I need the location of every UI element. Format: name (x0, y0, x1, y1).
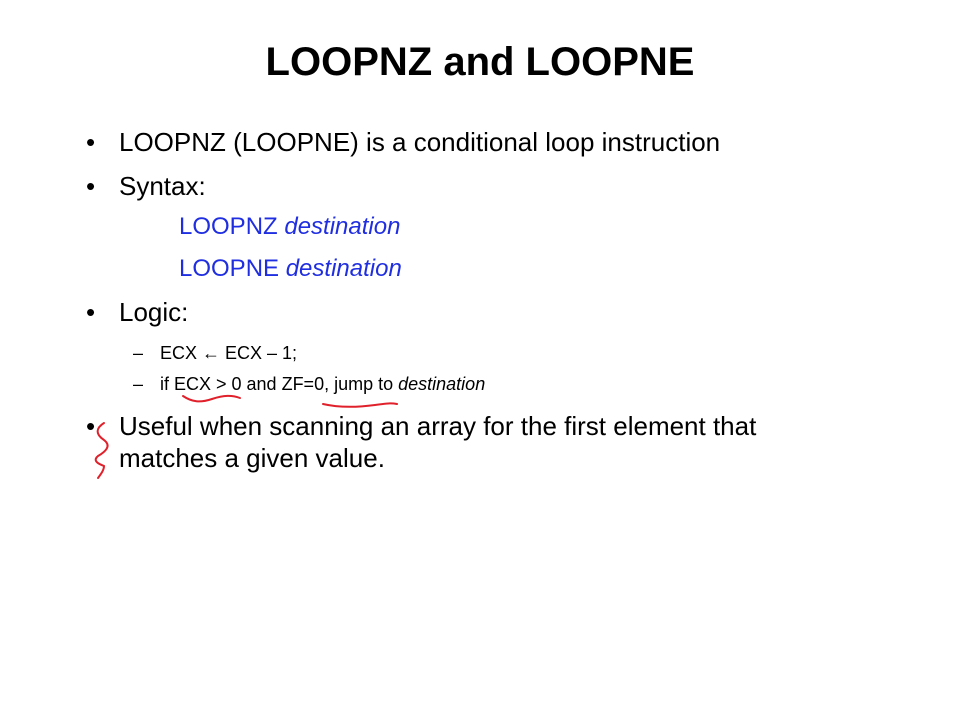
syntax-argument: destination (284, 213, 401, 240)
slide-title: LOOPNZ and LOOPNE (265, 40, 695, 84)
bullet-dot: • (86, 171, 96, 201)
syntax-keyword: LOOPNE (179, 255, 280, 282)
bullet-dot: • (86, 297, 96, 327)
ink-underline-ecx (183, 396, 240, 402)
ink-underline-zf (323, 403, 397, 406)
sub-bullet-dash: – (133, 343, 144, 363)
bullet-useful-text: Useful when scanning an array for the first element that matches a given value. (119, 411, 757, 473)
syntax-argument: destination (285, 255, 402, 282)
bullet-logic-text: Logic: (119, 297, 189, 327)
sub-bullet-dash: – (133, 374, 144, 394)
syntax-keyword: LOOPNZ (179, 213, 278, 240)
bullet-dot: • (86, 127, 96, 157)
bullet-dot: • (86, 411, 96, 441)
logic-step-text: ECX ← ECX – 1; (160, 343, 298, 363)
bullet-intro-text: LOOPNZ (LOOPNE) is a conditional loop instruction (119, 127, 721, 157)
bullet-syntax-text: Syntax: (119, 171, 206, 201)
logic-step-condition: if ECX > 0 and ZF=0, jump to (160, 374, 394, 394)
logic-step-argument: destination (398, 374, 486, 394)
ink-bracket-useful (96, 423, 108, 478)
